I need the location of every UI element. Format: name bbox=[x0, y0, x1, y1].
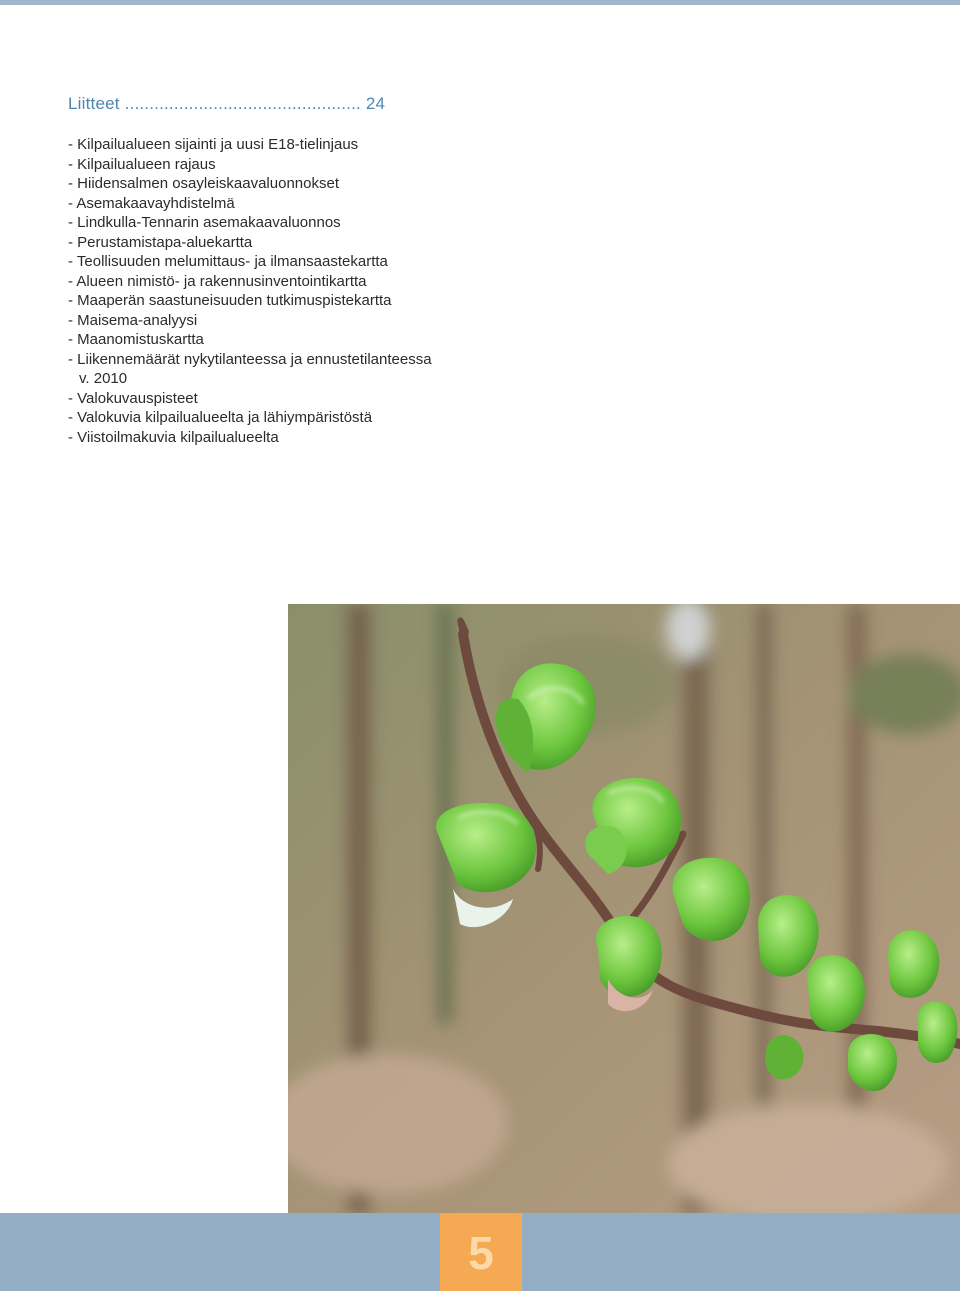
toc-item: - Alueen nimistö- ja rakennusinventointikartta bbox=[68, 272, 367, 290]
toc-item: - Maaperän saastuneisuuden tutkimuspistekartta bbox=[68, 292, 392, 309]
toc-item: - Perustamistapa-aluekartta bbox=[68, 233, 253, 251]
page-number: 5 bbox=[468, 1227, 494, 1279]
toc-item: - Valokuvia kilpailualueelta ja lähiympäristöstä bbox=[68, 409, 373, 426]
toc-heading: Liitteet ................................................ 24 bbox=[68, 94, 386, 113]
toc-item: - Teollisuuden melumittaus- ja ilmansaastekartta bbox=[68, 253, 388, 270]
spring-bud-photo bbox=[288, 604, 960, 1214]
toc-item: - Liikennemäärät nykytilanteessa ja ennustetilanteessa bbox=[68, 350, 432, 368]
toc-item: - Viistoilmakuvia kilpailualueelta bbox=[68, 428, 279, 446]
toc-item: - Asemakaavayhdistelmä bbox=[68, 194, 235, 212]
top-rule bbox=[0, 0, 960, 5]
toc-item: - Kilpailualueen rajaus bbox=[68, 155, 216, 173]
toc-item: - Kilpailualueen sijainti ja uusi E18-tielinjaus bbox=[68, 136, 359, 153]
photo-illustration bbox=[288, 604, 960, 1214]
page-number-box bbox=[440, 1213, 522, 1291]
toc-list bbox=[68, 135, 432, 447]
toc-item: - Maisema-analyysi bbox=[68, 311, 198, 329]
toc-item: - Valokuvauspisteet bbox=[68, 389, 198, 407]
toc-item: - Maanomistuskartta bbox=[68, 331, 204, 348]
toc-item-continuation: v. 2010 bbox=[79, 370, 128, 387]
toc-item: - Hiidensalmen osayleiskaavaluonnokset bbox=[68, 175, 339, 192]
toc-item: - Lindkulla-Tennarin asemakaavaluonnos bbox=[68, 214, 341, 231]
